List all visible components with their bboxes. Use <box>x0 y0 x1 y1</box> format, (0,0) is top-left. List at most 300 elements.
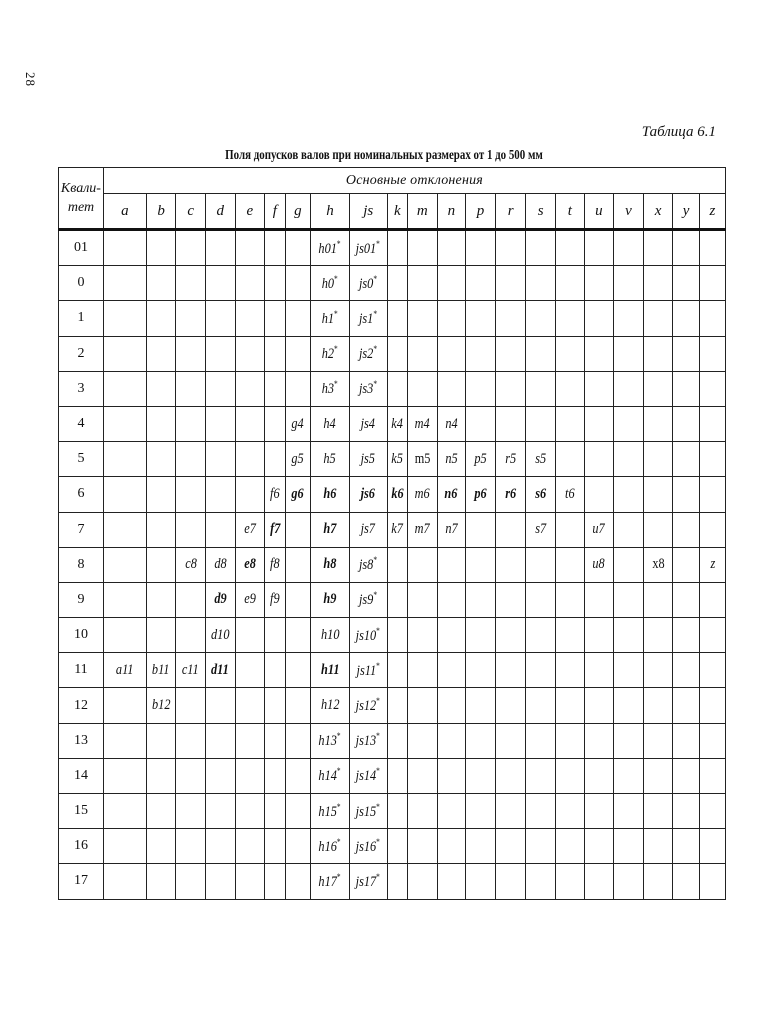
tolerance-cell-x <box>643 371 673 406</box>
tolerance-cell-e <box>235 442 265 477</box>
tolerance-cell-g <box>285 618 311 653</box>
footnote-mark: * <box>334 308 338 319</box>
tolerance-code: js13* <box>356 731 381 750</box>
tolerance-cell-e <box>235 794 265 829</box>
tolerance-cell-a <box>103 266 146 301</box>
tolerance-cell-e <box>235 618 265 653</box>
column-header-n: n <box>437 194 466 230</box>
tolerance-cell-b <box>146 723 176 758</box>
tolerance-code: js12* <box>356 696 381 715</box>
tolerance-cell-s <box>526 688 556 723</box>
tolerance-code: js7 <box>361 521 376 538</box>
tolerance-cell-u <box>584 442 614 477</box>
tolerance-code: h2* <box>321 344 338 363</box>
tolerance-cell-e <box>235 653 265 688</box>
tolerance-cell-f <box>265 688 285 723</box>
tolerance-code: m5 <box>414 450 431 467</box>
tolerance-cell-js <box>349 618 387 653</box>
tolerance-cell-y <box>673 512 700 547</box>
tolerance-cell-x <box>643 406 673 441</box>
tolerance-cell-h <box>311 266 350 301</box>
tolerance-cell-m <box>408 653 438 688</box>
tolerance-cell-s <box>526 301 556 336</box>
tolerance-cell-t <box>556 336 585 371</box>
tolerance-cell-v <box>614 829 644 864</box>
tolerance-cell-m <box>408 266 438 301</box>
tolerance-cell-g <box>285 477 311 512</box>
tolerance-code: a11 <box>116 661 134 678</box>
tolerance-cell-s <box>526 794 556 829</box>
table-row <box>59 442 726 477</box>
tolerance-cell-c <box>176 406 206 441</box>
tolerance-code: d9 <box>214 591 227 608</box>
tolerance-cell-z <box>699 406 725 441</box>
qualifier-cell: 14 <box>59 758 104 793</box>
tolerance-cell-a <box>103 758 146 793</box>
tolerance-cell-z <box>699 371 725 406</box>
tolerance-cell-g <box>285 512 311 547</box>
tolerance-cell-s <box>526 442 556 477</box>
tolerance-cell-js <box>349 477 387 512</box>
tolerance-cell-s <box>526 477 556 512</box>
tolerance-cell-a <box>103 512 146 547</box>
tolerance-code: g5 <box>291 450 304 467</box>
tolerance-cell-b <box>146 336 176 371</box>
tolerance-cell-h <box>311 230 350 266</box>
tolerance-cell-x <box>643 758 673 793</box>
tolerance-cell-k <box>387 547 407 582</box>
tolerance-cell-h <box>311 864 350 899</box>
tolerance-cell-v <box>614 442 644 477</box>
tolerance-cell-e <box>235 336 265 371</box>
tolerance-cell-g <box>285 723 311 758</box>
qualifier-cell: 2 <box>59 336 104 371</box>
tolerance-cell-t <box>556 864 585 899</box>
tolerance-cell-d <box>205 477 235 512</box>
footnote-mark: * <box>376 660 380 671</box>
tolerance-code: e7 <box>244 521 256 538</box>
tolerance-cell-m <box>408 406 438 441</box>
tolerance-cell-c <box>176 653 206 688</box>
tolerance-cell-v <box>614 230 644 266</box>
tolerance-cell-a <box>103 618 146 653</box>
tolerance-cell-f <box>265 547 285 582</box>
tolerance-cell-u <box>584 582 614 617</box>
tolerance-code: h8 <box>323 556 337 573</box>
table-row <box>59 688 726 723</box>
tolerance-code: js17* <box>356 871 381 890</box>
tolerance-cell-t <box>556 371 585 406</box>
footnote-mark: * <box>373 344 378 355</box>
tolerance-cell-h <box>311 442 350 477</box>
tolerance-cell-r <box>495 512 526 547</box>
tolerance-cell-h <box>311 723 350 758</box>
tolerance-cell-js <box>349 582 387 617</box>
tolerance-cell-k <box>387 512 407 547</box>
tolerance-cell-m <box>408 442 438 477</box>
tolerance-cell-t <box>556 230 585 266</box>
tolerance-cell-y <box>673 230 700 266</box>
tolerance-cell-p <box>466 723 496 758</box>
tolerance-cell-m <box>408 371 438 406</box>
tolerance-cell-k <box>387 794 407 829</box>
qualifier-cell: 01 <box>59 230 104 266</box>
tolerance-code: js01* <box>356 238 381 257</box>
tolerance-cell-f <box>265 266 285 301</box>
tolerance-cell-p <box>466 336 496 371</box>
tolerance-code: k5 <box>391 450 404 467</box>
tolerance-cell-b <box>146 547 176 582</box>
footnote-mark: * <box>376 766 381 777</box>
tolerance-cell-a <box>103 653 146 688</box>
tolerance-cell-v <box>614 477 644 512</box>
tolerance-cell-u <box>584 477 614 512</box>
tolerance-cell-m <box>408 618 438 653</box>
tolerance-code: h3* <box>321 379 338 398</box>
tolerance-cell-js <box>349 864 387 899</box>
tolerance-cell-u <box>584 406 614 441</box>
tolerance-cell-v <box>614 406 644 441</box>
tolerance-cell-h <box>311 547 350 582</box>
tolerance-cell-x <box>643 653 673 688</box>
tolerance-cell-js <box>349 547 387 582</box>
tolerance-cell-n <box>437 582 466 617</box>
tolerance-cell-g <box>285 758 311 793</box>
qualifier-cell: 7 <box>59 512 104 547</box>
tolerance-cell-d <box>205 688 235 723</box>
tolerance-cell-f <box>265 230 285 266</box>
tolerance-cell-n <box>437 864 466 899</box>
header-row-group <box>59 168 726 194</box>
tolerance-cell-p <box>466 477 496 512</box>
tolerance-cell-r <box>495 547 526 582</box>
tolerance-cell-a <box>103 794 146 829</box>
footnote-mark: * <box>373 273 378 284</box>
tolerance-cell-y <box>673 442 700 477</box>
tolerance-cell-e <box>235 371 265 406</box>
table-row <box>59 864 726 899</box>
tolerance-cell-s <box>526 266 556 301</box>
tolerance-cell-e <box>235 864 265 899</box>
tolerance-cell-d <box>205 653 235 688</box>
column-header-r: r <box>495 194 526 230</box>
tolerance-cell-m <box>408 230 438 266</box>
tolerance-cell-y <box>673 406 700 441</box>
footnote-mark: * <box>337 871 342 882</box>
qualifier-cell: 8 <box>59 547 104 582</box>
tolerance-cell-t <box>556 618 585 653</box>
tolerance-cell-d <box>205 336 235 371</box>
tolerance-cell-k <box>387 230 407 266</box>
tolerance-cell-f <box>265 336 285 371</box>
footnote-mark: * <box>337 238 342 249</box>
tolerance-cell-a <box>103 547 146 582</box>
tolerance-cell-a <box>103 688 146 723</box>
tolerance-cell-t <box>556 829 585 864</box>
tolerance-code: n4 <box>445 415 458 432</box>
tolerance-cell-a <box>103 582 146 617</box>
tolerance-cell-r <box>495 688 526 723</box>
tolerance-cell-x <box>643 582 673 617</box>
column-header-d: d <box>205 194 235 230</box>
tolerance-cell-z <box>699 547 725 582</box>
tolerance-cell-p <box>466 230 496 266</box>
footnote-mark: * <box>376 696 381 707</box>
tolerance-cell-n <box>437 688 466 723</box>
tolerance-cell-g <box>285 864 311 899</box>
tolerance-code: b11 <box>152 661 170 678</box>
tolerance-cell-k <box>387 371 407 406</box>
table-row <box>59 653 726 688</box>
tolerance-cell-r <box>495 794 526 829</box>
tolerance-cell-g <box>285 688 311 723</box>
tolerance-cell-e <box>235 582 265 617</box>
tolerance-cell-s <box>526 336 556 371</box>
tolerance-cell-f <box>265 794 285 829</box>
tolerance-cell-v <box>614 618 644 653</box>
tolerance-cell-c <box>176 794 206 829</box>
tolerance-cell-v <box>614 582 644 617</box>
tolerance-cell-b <box>146 653 176 688</box>
tolerance-cell-t <box>556 301 585 336</box>
tolerance-code: r5 <box>505 450 517 467</box>
tolerance-cell-js <box>349 371 387 406</box>
tolerance-cell-h <box>311 829 350 864</box>
tolerance-cell-c <box>176 864 206 899</box>
tolerance-cell-v <box>614 794 644 829</box>
tolerance-code: m4 <box>414 415 430 432</box>
tolerance-cell-n <box>437 266 466 301</box>
tolerance-cell-m <box>408 758 438 793</box>
table-title: Поля допусков валов при номинальных размерах от 1 до 500 мм <box>225 148 543 163</box>
tolerance-cell-f <box>265 371 285 406</box>
tolerance-cell-k <box>387 688 407 723</box>
tolerance-cell-r <box>495 864 526 899</box>
table-row <box>59 794 726 829</box>
tolerance-cell-p <box>466 442 496 477</box>
tolerance-cell-d <box>205 547 235 582</box>
tolerance-cell-js <box>349 653 387 688</box>
tolerance-cell-d <box>205 723 235 758</box>
tolerance-cell-r <box>495 371 526 406</box>
tolerance-cell-js <box>349 406 387 441</box>
tolerance-cell-b <box>146 512 176 547</box>
tolerance-cell-a <box>103 230 146 266</box>
tolerance-cell-p <box>466 547 496 582</box>
footnote-mark: * <box>334 379 338 390</box>
footnote-mark: * <box>373 308 378 319</box>
tolerance-cell-js <box>349 512 387 547</box>
tolerance-cell-m <box>408 688 438 723</box>
tolerance-cell-b <box>146 301 176 336</box>
tolerance-cell-n <box>437 547 466 582</box>
tolerance-cell-b <box>146 442 176 477</box>
tolerance-cell-v <box>614 512 644 547</box>
tolerance-cell-g <box>285 547 311 582</box>
tolerance-cell-e <box>235 301 265 336</box>
tolerance-cell-s <box>526 618 556 653</box>
tolerance-cell-e <box>235 406 265 441</box>
tolerance-cell-p <box>466 653 496 688</box>
tolerance-code: r6 <box>505 485 517 502</box>
tolerance-cell-p <box>466 758 496 793</box>
qualifier-cell: 17 <box>59 864 104 899</box>
tolerance-cell-y <box>673 794 700 829</box>
tolerance-cell-c <box>176 371 206 406</box>
column-header-f: f <box>265 194 285 230</box>
tolerance-code: n5 <box>445 450 458 467</box>
tolerance-cell-t <box>556 653 585 688</box>
tolerance-cell-v <box>614 301 644 336</box>
tolerance-cell-h <box>311 794 350 829</box>
qualifier-cell: 11 <box>59 653 104 688</box>
tolerance-cell-b <box>146 794 176 829</box>
tolerance-cell-p <box>466 829 496 864</box>
tolerance-cell-n <box>437 301 466 336</box>
tolerance-cell-z <box>699 442 725 477</box>
qualifier-cell: 15 <box>59 794 104 829</box>
column-header-m: m <box>408 194 438 230</box>
tolerance-cell-x <box>643 266 673 301</box>
tolerance-cell-v <box>614 864 644 899</box>
tolerance-cell-u <box>584 336 614 371</box>
tolerance-cell-s <box>526 758 556 793</box>
tolerance-cell-n <box>437 829 466 864</box>
tolerance-cell-m <box>408 336 438 371</box>
qualifier-cell: 10 <box>59 618 104 653</box>
footnote-mark: * <box>376 801 381 812</box>
tolerance-cell-a <box>103 864 146 899</box>
footnote-mark: * <box>373 379 378 390</box>
footnote-mark: * <box>337 731 342 742</box>
tolerance-cell-p <box>466 371 496 406</box>
tolerance-cell-p <box>466 688 496 723</box>
tolerance-cell-h <box>311 688 350 723</box>
tolerance-cell-r <box>495 301 526 336</box>
tolerance-cell-c <box>176 688 206 723</box>
tolerance-cell-y <box>673 723 700 758</box>
tolerance-cell-g <box>285 301 311 336</box>
tolerance-cell-c <box>176 336 206 371</box>
tolerance-cell-t <box>556 477 585 512</box>
tolerance-cell-p <box>466 266 496 301</box>
qualifier-cell: 6 <box>59 477 104 512</box>
tolerance-cell-y <box>673 653 700 688</box>
tolerance-cell-v <box>614 371 644 406</box>
tolerance-cell-m <box>408 547 438 582</box>
tolerance-code: p6 <box>474 485 487 502</box>
tolerance-code: js16* <box>356 836 381 855</box>
tolerance-code: k6 <box>391 485 404 502</box>
tolerance-cell-b <box>146 618 176 653</box>
tolerance-cell-z <box>699 266 725 301</box>
tolerance-code: js11* <box>356 660 380 679</box>
tolerance-table <box>58 167 726 900</box>
tolerance-cell-c <box>176 829 206 864</box>
tolerance-code: t6 <box>565 485 575 502</box>
tolerance-cell-s <box>526 582 556 617</box>
tolerance-cell-b <box>146 477 176 512</box>
tolerance-cell-r <box>495 582 526 617</box>
tolerance-cell-k <box>387 758 407 793</box>
tolerance-code: g4 <box>291 415 304 432</box>
tolerance-code: js8* <box>359 555 378 574</box>
tolerance-cell-n <box>437 758 466 793</box>
page-number: 28 <box>23 72 38 87</box>
tolerance-cell-z <box>699 723 725 758</box>
tolerance-cell-r <box>495 442 526 477</box>
tolerance-cell-c <box>176 477 206 512</box>
table-row <box>59 758 726 793</box>
tolerance-code: h01* <box>318 238 342 257</box>
column-header-t: t <box>556 194 585 230</box>
tolerance-cell-x <box>643 547 673 582</box>
tolerance-code: n6 <box>444 485 458 502</box>
qualifier-cell: 13 <box>59 723 104 758</box>
tolerance-cell-d <box>205 406 235 441</box>
tolerance-cell-x <box>643 723 673 758</box>
tolerance-cell-z <box>699 301 725 336</box>
tolerance-cell-r <box>495 406 526 441</box>
tolerance-cell-g <box>285 406 311 441</box>
tolerance-cell-d <box>205 829 235 864</box>
qualifier-header <box>59 168 104 230</box>
tolerance-cell-a <box>103 371 146 406</box>
tolerance-cell-f <box>265 406 285 441</box>
tolerance-cell-s <box>526 864 556 899</box>
qualifier-cell: 5 <box>59 442 104 477</box>
tolerance-code: js9* <box>359 590 378 609</box>
tolerance-code: h10 <box>320 626 340 643</box>
tolerance-code: h1* <box>321 308 338 327</box>
tolerance-cell-g <box>285 230 311 266</box>
column-header-s: s <box>526 194 556 230</box>
tolerance-cell-b <box>146 266 176 301</box>
tolerance-cell-d <box>205 301 235 336</box>
tolerance-cell-g <box>285 582 311 617</box>
tolerance-cell-c <box>176 230 206 266</box>
tolerance-cell-n <box>437 230 466 266</box>
column-header-v: v <box>614 194 644 230</box>
tolerance-cell-y <box>673 266 700 301</box>
tolerance-cell-f <box>265 864 285 899</box>
tolerance-code: h11 <box>320 661 340 678</box>
tolerance-code: h15* <box>318 801 342 820</box>
tolerance-cell-e <box>235 230 265 266</box>
tolerance-cell-e <box>235 688 265 723</box>
tolerance-cell-t <box>556 794 585 829</box>
tolerance-cell-n <box>437 723 466 758</box>
tolerance-cell-z <box>699 477 725 512</box>
tolerance-cell-h <box>311 618 350 653</box>
tolerance-cell-g <box>285 794 311 829</box>
tolerance-cell-s <box>526 723 556 758</box>
tolerance-cell-u <box>584 758 614 793</box>
tolerance-cell-p <box>466 864 496 899</box>
tolerance-cell-x <box>643 688 673 723</box>
tolerance-cell-r <box>495 336 526 371</box>
tolerance-cell-u <box>584 723 614 758</box>
tolerance-cell-f <box>265 512 285 547</box>
tolerance-cell-f <box>265 301 285 336</box>
tolerance-cell-k <box>387 406 407 441</box>
footnote-mark: * <box>337 801 342 812</box>
tolerance-code: d11 <box>211 661 230 678</box>
tolerance-cell-u <box>584 688 614 723</box>
tolerance-cell-b <box>146 371 176 406</box>
tolerance-cell-p <box>466 512 496 547</box>
tolerance-cell-s <box>526 829 556 864</box>
